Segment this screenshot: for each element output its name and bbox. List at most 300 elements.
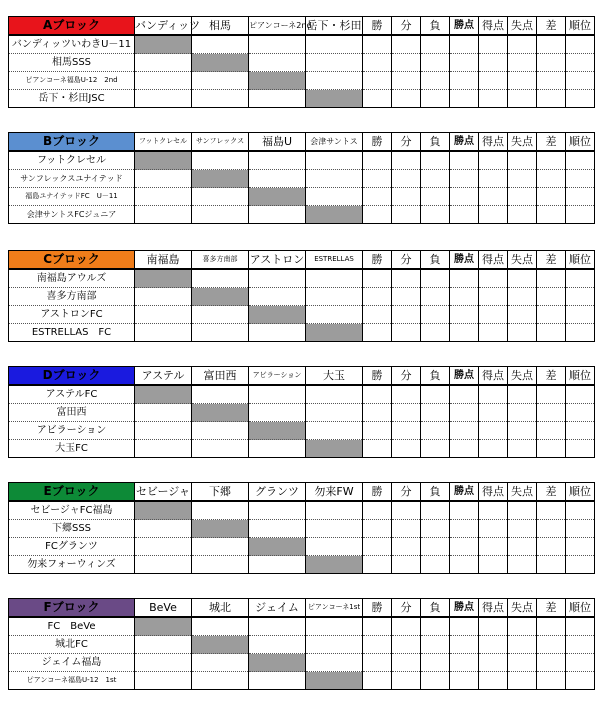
- block-a-table: [8, 16, 594, 108]
- stat-cell: [363, 188, 392, 206]
- stat-cell: [566, 151, 595, 170]
- stat-cell: [450, 206, 479, 224]
- stat-cell: [450, 90, 479, 108]
- stat-cell: [421, 404, 450, 422]
- self-match-cell: [192, 54, 249, 72]
- stat-cell: [363, 404, 392, 422]
- result-cell: [249, 556, 306, 574]
- result-cell: [135, 556, 192, 574]
- block-e-table: [8, 482, 594, 574]
- stat-cell: [392, 269, 421, 288]
- result-cell: [306, 404, 363, 422]
- team-name: 福島ユナイテッドFC U－11: [9, 188, 135, 206]
- stat-column-header: 分: [392, 367, 421, 386]
- stat-column-header: 分: [392, 483, 421, 502]
- stat-cell: [508, 90, 537, 108]
- self-match-cell: [249, 654, 306, 672]
- self-match-cell: [249, 538, 306, 556]
- stat-cell: [479, 654, 508, 672]
- stat-cell: [508, 288, 537, 306]
- stat-cell: [537, 617, 566, 636]
- stat-cell: [479, 324, 508, 342]
- result-cell: [135, 520, 192, 538]
- opponent-column-header: 富田西: [192, 367, 249, 386]
- stat-cell: [537, 538, 566, 556]
- team-row: [9, 90, 595, 108]
- stat-cell: [479, 170, 508, 188]
- stat-cell: [450, 501, 479, 520]
- opponent-column-header: 南福島: [135, 251, 192, 270]
- stat-cell: [450, 170, 479, 188]
- stat-cell: [392, 151, 421, 170]
- result-cell: [249, 170, 306, 188]
- result-cell: [192, 72, 249, 90]
- team-name: ESTRELLAS FC: [9, 324, 135, 342]
- result-cell: [135, 206, 192, 224]
- stat-column-header: 失点: [508, 251, 537, 270]
- stat-column-header: 順位: [566, 133, 595, 152]
- result-cell: [306, 422, 363, 440]
- team-row: [9, 170, 595, 188]
- stat-cell: [566, 538, 595, 556]
- result-cell: [306, 54, 363, 72]
- result-cell: [135, 288, 192, 306]
- stat-cell: [508, 54, 537, 72]
- block-name: Fブロック: [9, 599, 135, 618]
- team-row: [9, 654, 595, 672]
- team-row: [9, 269, 595, 288]
- stat-cell: [450, 54, 479, 72]
- stat-cell: [450, 306, 479, 324]
- stat-column-header: 負: [421, 17, 450, 36]
- stat-cell: [363, 501, 392, 520]
- result-cell: [306, 35, 363, 54]
- stat-cell: [363, 90, 392, 108]
- stat-cell: [450, 35, 479, 54]
- stat-column-header: 差: [537, 251, 566, 270]
- team-name: 富田西: [9, 404, 135, 422]
- stat-column-header: 勝: [363, 251, 392, 270]
- self-match-cell: [192, 520, 249, 538]
- result-cell: [135, 672, 192, 690]
- stat-cell: [421, 617, 450, 636]
- opponent-column-header: アビラーション: [249, 367, 306, 386]
- opponent-column-header: グランツ: [249, 483, 306, 502]
- stat-column-header: 差: [537, 599, 566, 618]
- stat-cell: [566, 54, 595, 72]
- result-cell: [192, 422, 249, 440]
- team-name: 下郷SSS: [9, 520, 135, 538]
- team-row: [9, 206, 595, 224]
- result-cell: [192, 617, 249, 636]
- stat-column-header: 失点: [508, 483, 537, 502]
- self-match-cell: [135, 151, 192, 170]
- stat-cell: [363, 151, 392, 170]
- stat-cell: [392, 288, 421, 306]
- stat-cell: [421, 170, 450, 188]
- stat-cell: [450, 654, 479, 672]
- stat-column-header: 順位: [566, 17, 595, 36]
- result-cell: [306, 636, 363, 654]
- stat-cell: [479, 501, 508, 520]
- stat-column-header: 差: [537, 133, 566, 152]
- stat-cell: [508, 385, 537, 404]
- self-match-cell: [306, 324, 363, 342]
- opponent-column-header: アストロン: [249, 251, 306, 270]
- stat-cell: [421, 288, 450, 306]
- self-match-cell: [306, 672, 363, 690]
- stat-column-header: 差: [537, 17, 566, 36]
- stat-cell: [479, 556, 508, 574]
- stat-cell: [392, 636, 421, 654]
- stat-cell: [537, 672, 566, 690]
- stat-cell: [392, 306, 421, 324]
- result-cell: [249, 385, 306, 404]
- stat-cell: [479, 422, 508, 440]
- result-cell: [249, 501, 306, 520]
- standings-grid: [8, 132, 595, 224]
- stat-cell: [421, 636, 450, 654]
- stat-cell: [421, 654, 450, 672]
- stat-cell: [508, 306, 537, 324]
- stat-cell: [566, 35, 595, 54]
- stat-cell: [421, 422, 450, 440]
- result-cell: [249, 520, 306, 538]
- result-cell: [249, 617, 306, 636]
- block-f-table: [8, 598, 594, 690]
- team-row: [9, 306, 595, 324]
- result-cell: [192, 440, 249, 458]
- team-row: [9, 520, 595, 538]
- result-cell: [192, 672, 249, 690]
- stat-column-header: 勝点: [450, 17, 479, 36]
- result-cell: [135, 54, 192, 72]
- stat-column-header: 分: [392, 599, 421, 618]
- self-match-cell: [249, 422, 306, 440]
- block-d-table: [8, 366, 594, 458]
- stat-cell: [450, 422, 479, 440]
- stat-cell: [450, 72, 479, 90]
- stat-column-header: 勝点: [450, 133, 479, 152]
- stat-column-header: 分: [392, 251, 421, 270]
- stat-cell: [537, 288, 566, 306]
- team-row: [9, 617, 595, 636]
- stat-cell: [508, 520, 537, 538]
- stat-column-header: 勝: [363, 599, 392, 618]
- stat-cell: [479, 90, 508, 108]
- stat-column-header: 失点: [508, 599, 537, 618]
- opponent-column-header: 城北: [192, 599, 249, 618]
- opponent-column-header: フットクレセル: [135, 133, 192, 152]
- stat-cell: [566, 385, 595, 404]
- stat-cell: [363, 440, 392, 458]
- stat-column-header: 負: [421, 133, 450, 152]
- stat-cell: [537, 170, 566, 188]
- result-cell: [306, 151, 363, 170]
- opponent-column-header: アステル: [135, 367, 192, 386]
- result-cell: [306, 385, 363, 404]
- stat-cell: [450, 324, 479, 342]
- team-name: サンフレックスユナイテッド: [9, 170, 135, 188]
- stat-cell: [566, 672, 595, 690]
- header-row: [9, 17, 595, 36]
- stat-column-header: 勝: [363, 133, 392, 152]
- team-row: [9, 440, 595, 458]
- stat-cell: [479, 636, 508, 654]
- stat-column-header: 順位: [566, 367, 595, 386]
- result-cell: [192, 188, 249, 206]
- stat-cell: [421, 306, 450, 324]
- stat-cell: [479, 72, 508, 90]
- team-row: [9, 404, 595, 422]
- standings-grid: [8, 482, 595, 574]
- stat-cell: [450, 288, 479, 306]
- stat-cell: [363, 324, 392, 342]
- team-name: アステルFC: [9, 385, 135, 404]
- stat-cell: [566, 404, 595, 422]
- stat-column-header: 順位: [566, 483, 595, 502]
- stat-cell: [479, 306, 508, 324]
- stat-cell: [363, 206, 392, 224]
- stat-cell: [508, 556, 537, 574]
- stat-cell: [537, 35, 566, 54]
- result-cell: [192, 501, 249, 520]
- stat-cell: [537, 654, 566, 672]
- stat-cell: [363, 636, 392, 654]
- stat-cell: [508, 654, 537, 672]
- header-row: [9, 133, 595, 152]
- stat-cell: [450, 385, 479, 404]
- stat-cell: [392, 501, 421, 520]
- stat-cell: [421, 324, 450, 342]
- stat-cell: [537, 422, 566, 440]
- result-cell: [135, 188, 192, 206]
- stat-cell: [392, 385, 421, 404]
- stat-column-header: 負: [421, 599, 450, 618]
- stat-cell: [537, 151, 566, 170]
- opponent-column-header: 勿来FW: [306, 483, 363, 502]
- result-cell: [135, 306, 192, 324]
- self-match-cell: [135, 385, 192, 404]
- stat-cell: [537, 324, 566, 342]
- stat-cell: [450, 672, 479, 690]
- stat-cell: [508, 72, 537, 90]
- stat-cell: [537, 269, 566, 288]
- stat-column-header: 得点: [479, 17, 508, 36]
- result-cell: [249, 636, 306, 654]
- stat-cell: [479, 617, 508, 636]
- stat-cell: [421, 188, 450, 206]
- stat-cell: [392, 188, 421, 206]
- result-cell: [192, 385, 249, 404]
- stat-cell: [421, 538, 450, 556]
- team-row: [9, 324, 595, 342]
- result-cell: [306, 501, 363, 520]
- stat-cell: [363, 35, 392, 54]
- stat-cell: [450, 440, 479, 458]
- opponent-column-header: BeVe: [135, 599, 192, 618]
- team-name: FCグランツ: [9, 538, 135, 556]
- standings-grid: [8, 16, 595, 108]
- result-cell: [135, 90, 192, 108]
- stat-cell: [392, 617, 421, 636]
- stat-cell: [363, 520, 392, 538]
- stat-column-header: 順位: [566, 251, 595, 270]
- self-match-cell: [135, 501, 192, 520]
- stat-cell: [537, 520, 566, 538]
- team-name: 勿来フォーウィンズ: [9, 556, 135, 574]
- stat-cell: [450, 617, 479, 636]
- stat-cell: [537, 90, 566, 108]
- stat-column-header: 勝点: [450, 251, 479, 270]
- self-match-cell: [249, 306, 306, 324]
- stat-cell: [537, 404, 566, 422]
- stat-cell: [566, 288, 595, 306]
- opponent-column-header: ピアンコーネ2nd: [249, 17, 306, 36]
- stat-column-header: 順位: [566, 599, 595, 618]
- self-match-cell: [306, 556, 363, 574]
- stat-column-header: 勝点: [450, 599, 479, 618]
- stat-cell: [450, 269, 479, 288]
- stat-cell: [392, 520, 421, 538]
- team-name: FC BeVe: [9, 617, 135, 636]
- stat-cell: [508, 422, 537, 440]
- team-row: [9, 556, 595, 574]
- stat-cell: [392, 404, 421, 422]
- stat-cell: [479, 538, 508, 556]
- stat-cell: [421, 151, 450, 170]
- standings-grid: [8, 250, 595, 342]
- stat-cell: [537, 206, 566, 224]
- stat-cell: [479, 54, 508, 72]
- self-match-cell: [192, 288, 249, 306]
- team-row: [9, 151, 595, 170]
- result-cell: [249, 151, 306, 170]
- stat-cell: [566, 269, 595, 288]
- stat-cell: [508, 404, 537, 422]
- self-match-cell: [135, 617, 192, 636]
- result-cell: [135, 654, 192, 672]
- stat-cell: [508, 170, 537, 188]
- team-row: [9, 385, 595, 404]
- stat-cell: [421, 72, 450, 90]
- stat-column-header: 勝点: [450, 367, 479, 386]
- stat-cell: [508, 324, 537, 342]
- stat-cell: [537, 501, 566, 520]
- stat-cell: [363, 617, 392, 636]
- stat-column-header: 失点: [508, 367, 537, 386]
- stat-cell: [566, 170, 595, 188]
- result-cell: [249, 672, 306, 690]
- team-name: 喜多方南部: [9, 288, 135, 306]
- self-match-cell: [306, 90, 363, 108]
- stat-cell: [421, 385, 450, 404]
- team-row: [9, 35, 595, 54]
- self-match-cell: [249, 188, 306, 206]
- stat-column-header: 差: [537, 483, 566, 502]
- stat-column-header: 失点: [508, 17, 537, 36]
- team-name: アストロンFC: [9, 306, 135, 324]
- stat-cell: [566, 90, 595, 108]
- stat-cell: [479, 151, 508, 170]
- stat-cell: [566, 636, 595, 654]
- stat-cell: [566, 617, 595, 636]
- result-cell: [135, 324, 192, 342]
- stat-cell: [450, 404, 479, 422]
- stat-cell: [537, 385, 566, 404]
- stat-cell: [537, 54, 566, 72]
- result-cell: [249, 54, 306, 72]
- stat-cell: [392, 170, 421, 188]
- result-cell: [135, 72, 192, 90]
- stat-cell: [363, 422, 392, 440]
- result-cell: [135, 440, 192, 458]
- result-cell: [135, 422, 192, 440]
- stat-cell: [450, 538, 479, 556]
- result-cell: [192, 206, 249, 224]
- stat-cell: [421, 54, 450, 72]
- stat-cell: [363, 556, 392, 574]
- stat-column-header: 得点: [479, 251, 508, 270]
- result-cell: [192, 556, 249, 574]
- team-row: [9, 288, 595, 306]
- self-match-cell: [306, 206, 363, 224]
- team-row: [9, 538, 595, 556]
- stat-cell: [566, 324, 595, 342]
- stat-column-header: 得点: [479, 483, 508, 502]
- block-name: Aブロック: [9, 17, 135, 36]
- stat-cell: [479, 440, 508, 458]
- stat-cell: [508, 188, 537, 206]
- stat-cell: [479, 206, 508, 224]
- stat-column-header: 得点: [479, 367, 508, 386]
- stat-cell: [537, 306, 566, 324]
- stat-cell: [508, 636, 537, 654]
- stat-cell: [363, 538, 392, 556]
- stat-cell: [508, 538, 537, 556]
- standings-grid: [8, 366, 595, 458]
- result-cell: [249, 269, 306, 288]
- result-cell: [135, 404, 192, 422]
- stat-cell: [421, 269, 450, 288]
- team-row: [9, 188, 595, 206]
- result-cell: [306, 654, 363, 672]
- stat-cell: [566, 206, 595, 224]
- result-cell: [135, 170, 192, 188]
- result-cell: [306, 538, 363, 556]
- self-match-cell: [192, 636, 249, 654]
- result-cell: [192, 324, 249, 342]
- stat-cell: [392, 538, 421, 556]
- stat-cell: [566, 520, 595, 538]
- block-b-table: [8, 132, 594, 224]
- result-cell: [192, 538, 249, 556]
- result-cell: [192, 306, 249, 324]
- result-cell: [135, 538, 192, 556]
- block-name: Eブロック: [9, 483, 135, 502]
- result-cell: [249, 35, 306, 54]
- result-cell: [192, 151, 249, 170]
- stat-cell: [392, 556, 421, 574]
- stat-cell: [537, 188, 566, 206]
- result-cell: [306, 617, 363, 636]
- stat-cell: [421, 501, 450, 520]
- opponent-column-header: ジェイム: [249, 599, 306, 618]
- stat-cell: [508, 617, 537, 636]
- opponent-column-header: バンディッツ: [135, 17, 192, 36]
- team-row: [9, 636, 595, 654]
- result-cell: [306, 269, 363, 288]
